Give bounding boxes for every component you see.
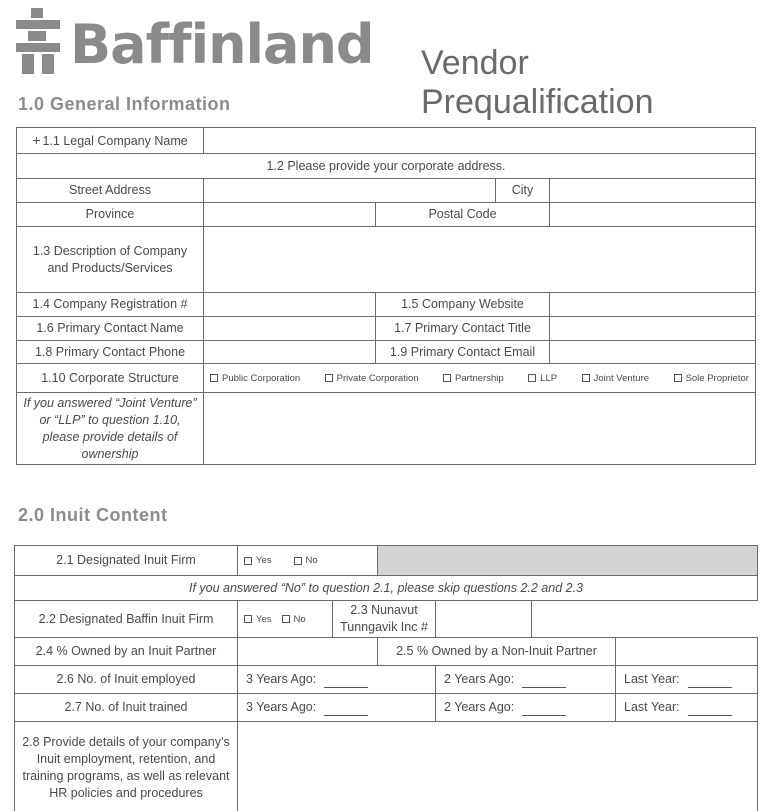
employed-last-year[interactable]: Last Year: <box>616 666 758 694</box>
details-field[interactable] <box>238 722 758 811</box>
checkbox-icon <box>443 374 451 382</box>
checkbox-icon <box>210 374 218 382</box>
checkbox-icon <box>244 557 252 565</box>
province-field[interactable] <box>204 203 376 227</box>
trained-label: 2.7 No. of Inuit trained <box>15 694 238 722</box>
inuit-content-table <box>14 545 758 811</box>
plus-icon: + <box>32 131 41 148</box>
description-label: 1.3 Description of Company and Products/Services <box>17 227 204 293</box>
postal-field[interactable] <box>550 203 756 227</box>
nti-label: 2.3 Nunavut Tunngavik Inc # <box>333 601 436 638</box>
ownership-note: If you answered “Joint Venture” or “LLP” to question 1.10, please provide details of ownership <box>17 393 204 465</box>
checkbox-partnership[interactable]: Partnership <box>443 370 504 387</box>
owned-non-inuit-label: 2.5 % Owned by a Non-Inuit Partner <box>378 638 616 666</box>
designated-firm-options <box>238 546 378 576</box>
registration-label: 1.4 Company Registration # <box>17 293 204 317</box>
website-field[interactable] <box>550 293 756 317</box>
employed-label: 2.6 No. of Inuit employed <box>15 666 238 694</box>
contact-phone-label: 1.8 Primary Contact Phone <box>17 341 204 364</box>
trained-3-years[interactable]: 3 Years Ago: <box>238 694 436 722</box>
contact-email-field[interactable] <box>550 341 756 364</box>
document-title: Vendor Prequalification <box>421 44 654 121</box>
registration-field[interactable] <box>204 293 376 317</box>
legal-name-label: + 1.1 Legal Company Name <box>17 128 204 154</box>
checkbox-yes[interactable]: Yes <box>244 611 272 628</box>
company-logo <box>14 8 394 78</box>
checkbox-private-corporation[interactable]: Private Corporation <box>325 370 419 387</box>
checkbox-yes[interactable]: Yes <box>244 552 272 569</box>
shaded-cell <box>378 546 758 576</box>
trained-2-years[interactable]: 2 Years Ago: <box>436 694 616 722</box>
checkbox-icon <box>282 615 290 623</box>
brand-name: Baffinland <box>70 13 374 76</box>
nti-field[interactable] <box>436 601 532 638</box>
employed-2-years[interactable]: 2 Years Ago: <box>436 666 616 694</box>
website-label: 1.5 Company Website <box>376 293 550 317</box>
skip-note: If you answered “No” to question 2.1, please skip questions 2.2 and 2.3 <box>15 576 758 601</box>
owned-inuit-field[interactable] <box>238 638 378 666</box>
checkbox-icon <box>582 374 590 382</box>
baffin-firm-label: 2.2 Designated Baffin Inuit Firm <box>15 601 238 638</box>
contact-title-field[interactable] <box>550 317 756 341</box>
section-1-heading: 1.0 General Information <box>18 94 231 114</box>
contact-name-label: 1.6 Primary Contact Name <box>17 317 204 341</box>
contact-title-label: 1.7 Primary Contact Title <box>376 317 550 341</box>
street-label: Street Address <box>17 179 204 203</box>
checkbox-icon <box>528 374 536 382</box>
checkbox-icon <box>244 615 252 623</box>
baffin-firm-options <box>238 601 333 638</box>
checkbox-public-corporation[interactable]: Public Corporation <box>210 370 300 387</box>
checkbox-joint-venture[interactable]: Joint Venture <box>582 370 649 387</box>
address-prompt: 1.2 Please provide your corporate address. <box>17 154 756 179</box>
legal-name-field[interactable] <box>204 128 756 154</box>
trained-last-year[interactable]: Last Year: <box>616 694 758 722</box>
checkbox-sole-proprietor[interactable]: Sole Proprietor <box>674 370 749 387</box>
inukshuk-logo-icon <box>14 8 64 76</box>
details-label: 2.8 Provide details of your company’s Inuit employment, retention, and training programs, as well as relevant HR policies and procedures <box>15 722 238 811</box>
postal-label: Postal Code <box>376 203 550 227</box>
checkbox-icon <box>294 557 302 565</box>
owned-inuit-label: 2.4 % Owned by an Inuit Partner <box>15 638 238 666</box>
contact-email-label: 1.9 Primary Contact Email <box>376 341 550 364</box>
province-label: Province <box>17 203 204 227</box>
contact-phone-field[interactable] <box>204 341 376 364</box>
checkbox-icon <box>674 374 682 382</box>
ownership-details-field[interactable] <box>204 393 756 465</box>
checkbox-no[interactable]: No <box>282 611 306 628</box>
structure-label: 1.10 Corporate Structure <box>17 364 204 393</box>
checkbox-no[interactable]: No <box>294 552 318 569</box>
street-field[interactable] <box>204 179 496 203</box>
description-field[interactable] <box>204 227 756 293</box>
employed-3-years[interactable]: 3 Years Ago: <box>238 666 436 694</box>
city-field[interactable] <box>550 179 756 203</box>
section-2-heading: 2.0 Inuit Content <box>18 505 168 525</box>
checkbox-llp[interactable]: LLP <box>528 370 557 387</box>
contact-name-field[interactable] <box>204 317 376 341</box>
empty-cell <box>532 601 758 638</box>
checkbox-icon <box>325 374 333 382</box>
owned-non-inuit-field[interactable] <box>616 638 758 666</box>
general-info-table <box>16 127 756 465</box>
structure-options <box>204 364 756 393</box>
city-label: City <box>496 179 550 203</box>
designated-firm-label: 2.1 Designated Inuit Firm <box>15 546 238 576</box>
